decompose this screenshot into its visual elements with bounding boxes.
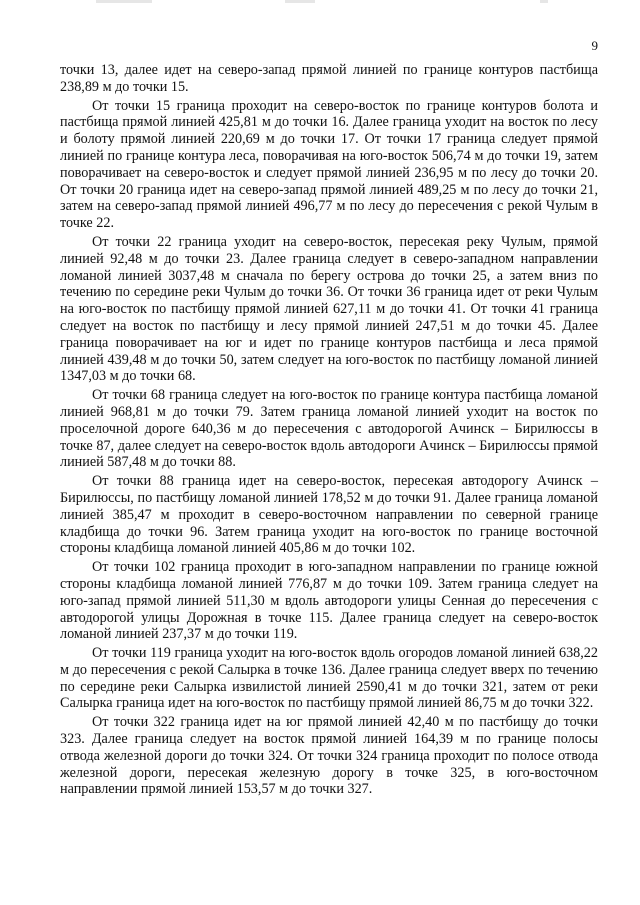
page-number: 9 <box>591 38 598 53</box>
paragraph: От точки 68 граница следует на юго-восток по границе контура пастбища ломаной линией 968,81 м до точки 79. Затем граница ломаной линией уходит на восток по проселочной дороге 640,36 м до пересечения с автодорогой Ачинск – Бирилюссы в точке 87, далее следует на северо-восток вдоль автодороги Ачинск – Бирилюссы прямой линией 587,48 м до точки 88. <box>60 387 598 471</box>
body-text <box>60 62 598 800</box>
scan-artifact <box>285 0 315 3</box>
paragraph: От точки 15 граница проходит на северо-восток по границе контуров болота и пастбища прямой линией 425,81 м до точки 16. Далее граница уходит на восток по лесу и болоту прямой линией 220,69 м до точки 17. От точки 17 граница следует прямой линией по границе контура леса, поворачивая на юго-восток 506,74 м до точки 19, затем поворачивает на северо-восток и следует прямой линией 236,95 м по лесу до точки 20. От точки 20 граница идет на северо-запад прямой линией 489,25 м по лесу до точки 21, затем на северо-запад прямой линией 496,77 м по лесу до пересечения с рекой Чулым в точке 22. <box>60 97 598 232</box>
scan-artifact <box>96 0 152 3</box>
scan-artifact <box>540 0 548 3</box>
paragraph: От точки 119 граница уходит на юго-восток вдоль огородов ломаной линией 638,22 м до пересечения с рекой Салырка в точке 136. Далее граница следует вверх по течению по середине реки Салырка извилистой линией 2590,41 м до точки 321, затем от реки Салырка граница идет на юго-восток по пастбищу прямой линией 86,75 м до точки 322. <box>60 645 598 712</box>
paragraph: От точки 322 граница идет на юг прямой линией 42,40 м по пастбищу до точки 323. Далее граница следует на восток прямой линией 164,39 м по границе полосы отвода железной дороги до точки 324. От точки 324 граница проходит по полосе отвода железной дороги, пересекая железную дорогу в точке 325, в юго-восточном направлении прямой линией 153,57 м до точки 327. <box>60 714 598 798</box>
paragraph: От точки 22 граница уходит на северо-восток, пересекая реку Чулым, прямой линией 92,48 м до точки 23. Далее граница следует в северо-западном направлении ломаной линией 3037,48 м сначала по берегу острова до точки 25, а затем вниз по течению по середине реки Чулым до точки 36. От точки 36 граница идет от реки Чулым на юго-восток по пастбищу прямой линией 627,11 м до точки 41. От точки 41 граница следует на восток по пастбищу и лесу прямой линией 247,51 м до точки 45. Далее граница поворачивает на юг и идет по границе контуров пастбища и леса прямой линией 439,48 м до точки 50, затем следует на юго-восток по пастбищу ломаной линией 1347,03 м до точки 68. <box>60 233 598 385</box>
paragraph: точки 13, далее идет на северо-запад прямой линией по границе контуров пастбища 238,89 м до точки 15. <box>60 62 598 95</box>
paragraph: От точки 102 граница проходит в юго-западном направлении по границе южной стороны кладбища ломаной линией 776,87 м до точки 109. Затем граница следует на юго-запад прямой линией 511,30 м вдоль автодороги улицы Сенная до пересечения с автодорогой улицы Дорожная в точке 115. Далее граница следует на северо-восток ломаной линией 237,37 м до точки 119. <box>60 559 598 643</box>
paragraph: От точки 88 граница идет на северо-восток, пересекая автодорогу Ачинск – Бирилюссы, по пастбищу ломаной линией 178,52 м до точки 91. Далее граница ломаной линией 385,47 м проходит в северо-восточном направлении по северной границе кладбища до точки 96. Затем граница уходит на юго-восток по границе восточной стороны кладбища ломаной линией 405,86 м до точки 102. <box>60 473 598 557</box>
